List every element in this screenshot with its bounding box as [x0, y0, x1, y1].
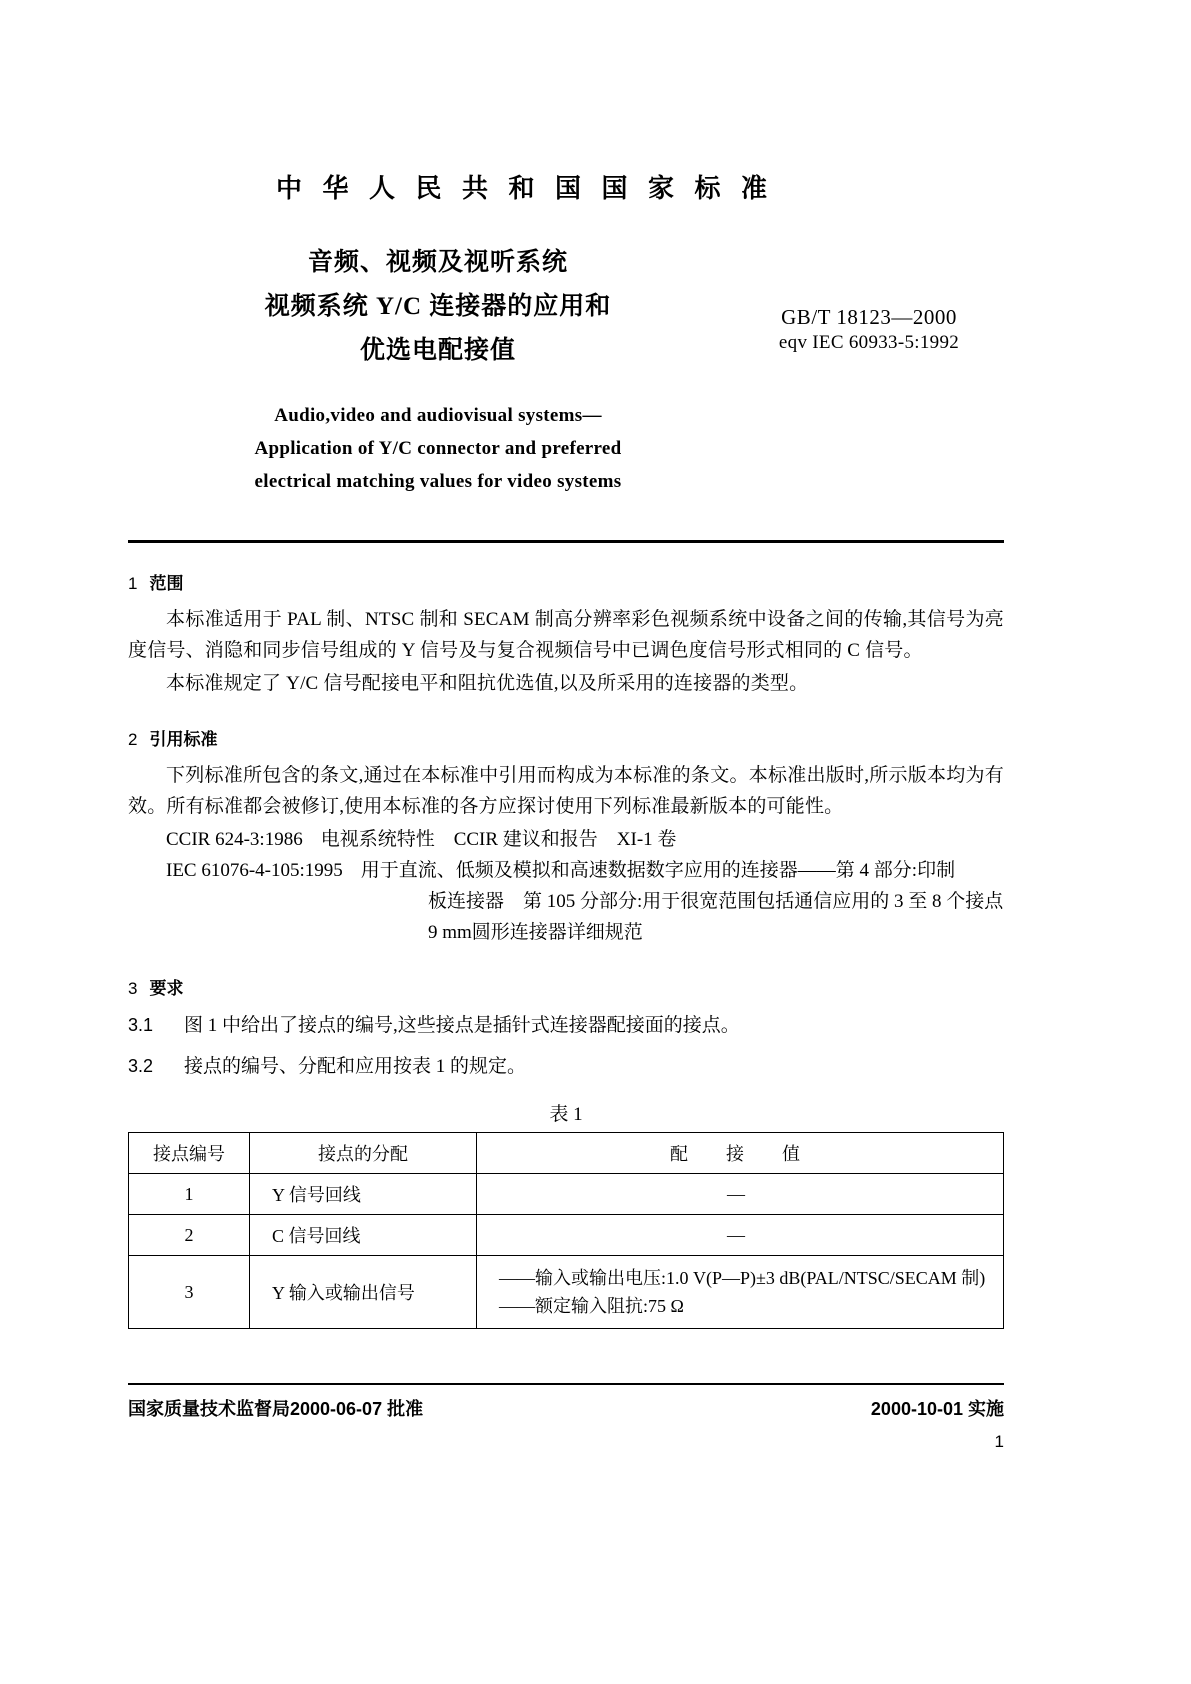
column-header-contact-number: 接点编号 — [129, 1133, 250, 1174]
reference-code-iec: IEC 61076-4-105:1995 — [166, 860, 343, 881]
section-title-2: 引用标准 — [149, 730, 218, 749]
section-number-3: 3 — [128, 979, 138, 998]
column-header-assignment: 接点的分配 — [250, 1133, 477, 1174]
chinese-title — [128, 241, 748, 373]
section-number-2: 2 — [128, 730, 138, 749]
reference-continuation-iec-2: 9 mm圆形连接器详细规范 — [428, 922, 643, 943]
cell-matching-value: — — [477, 1174, 1004, 1215]
title-block — [128, 241, 1004, 373]
cell-assignment: C 信号回线 — [250, 1215, 477, 1256]
reference-text-iec: 用于直流、低频及模拟和高速数据数字应用的连接器——第 4 部分:印制 — [360, 860, 956, 881]
reference-continuation-iec-1: 板连接器 第 105 分部分:用于很宽范围包括通信应用的 3 至 8 个接点 — [428, 891, 1004, 912]
footer-approval: 国家质量技术监督局2000-06-07 批准 — [128, 1399, 424, 1419]
section-number-1: 1 — [128, 574, 138, 593]
section-heading-2 — [128, 725, 1004, 750]
page-number: 1 — [994, 1432, 1004, 1451]
cell-matching-value — [477, 1256, 1004, 1329]
page-content — [128, 0, 1004, 1329]
table-row — [129, 1174, 1004, 1215]
standard-number-block — [724, 305, 1014, 355]
standard-equivalent: eqv IEC 60933-5:1992 — [778, 332, 960, 353]
section-heading-1 — [128, 569, 1004, 594]
clause-number-3-2: 3.2 — [128, 1056, 154, 1076]
chinese-title-line-2: 视频系统 Y/C 连接器的应用和 — [264, 293, 612, 320]
cell-contact-number: 2 — [129, 1215, 250, 1256]
page-footer — [128, 1395, 1004, 1421]
cell-matching-value: — — [477, 1215, 1004, 1256]
cell-matching-value-line-1: ——输入或输出电压:1.0 V(P—P)±3 dB(PAL/NTSC/SECAM 制) — [499, 1268, 986, 1288]
national-standard-heading: 中 华 人 民 共 和 国 国 家 标 准 — [276, 174, 775, 203]
english-title-line-3: electrical matching values for video systems — [254, 471, 622, 492]
reference-item-iec — [166, 855, 1004, 886]
footer-divider — [128, 1383, 1004, 1385]
footer-effective: 2000-10-01 实施 — [870, 1399, 1004, 1419]
clause-number-3-1: 3.1 — [128, 1015, 154, 1035]
section-1-paragraph-1: 本标准适用于 PAL 制、NTSC 制和 SECAM 制高分辨率彩色视频系统中设备之间的传输,其信号为亮度信号、消隐和同步信号组成的 Y 信号及与复合视频信号中已调色度信号形式相同的 C 信号。 — [128, 609, 1004, 661]
table-1-caption: 表 1 — [549, 1104, 583, 1125]
reference-item-ccir — [166, 824, 1004, 855]
table-row — [129, 1215, 1004, 1256]
clause-text-3-1: 图 1 中给出了接点的编号,这些接点是插针式连接器配接面的接点。 — [184, 1015, 740, 1036]
header-divider — [128, 540, 1004, 543]
table-header-row — [129, 1133, 1004, 1174]
section-2-paragraph-1: 下列标准所包含的条文,通过在本标准中引用而构成为本标准的条文。本标准出版时,所示版本均为有效。所有标准都会被修订,使用本标准的各方应探讨使用下列标准最新版本的可能性。 — [128, 765, 1004, 817]
section-title-3: 要求 — [149, 979, 184, 998]
cell-contact-number: 1 — [129, 1174, 250, 1215]
section-1-paragraph-2: 本标准规定了 Y/C 信号配接电平和阻抗优选值,以及所采用的连接器的类型。 — [166, 673, 809, 694]
cell-contact-number: 3 — [129, 1256, 250, 1329]
cell-matching-value-line-2: ——额定输入阻抗:75 Ω — [499, 1296, 684, 1316]
clause-3-2 — [128, 1050, 1004, 1083]
chinese-title-line-1: 音频、视频及视听系统 — [307, 249, 568, 276]
cell-assignment: Y 信号回线 — [250, 1174, 477, 1215]
reference-code-ccir: CCIR 624-3:1986 — [166, 829, 303, 850]
english-title-line-2: Application of Y/C connector and preferred — [254, 438, 622, 459]
table-1 — [128, 1132, 1004, 1329]
clause-3-1 — [128, 1009, 1004, 1042]
column-header-matching-value: 配 接 值 — [477, 1133, 1004, 1174]
clause-text-3-2: 接点的编号、分配和应用按表 1 的规定。 — [184, 1056, 527, 1077]
table-row — [129, 1256, 1004, 1329]
reference-text-ccir: 电视系统特性 CCIR 建议和报告 XI-1 卷 — [320, 829, 677, 850]
chinese-title-line-3: 优选电配接值 — [359, 337, 516, 364]
english-title-line-1: Audio,video and audiovisual systems— — [274, 405, 602, 426]
section-title-1: 范围 — [149, 574, 184, 593]
section-heading-3 — [128, 974, 1004, 999]
english-title — [128, 399, 748, 498]
cell-assignment: Y 输入或输出信号 — [250, 1256, 477, 1329]
standard-number: GB/T 18123—2000 — [781, 305, 957, 329]
